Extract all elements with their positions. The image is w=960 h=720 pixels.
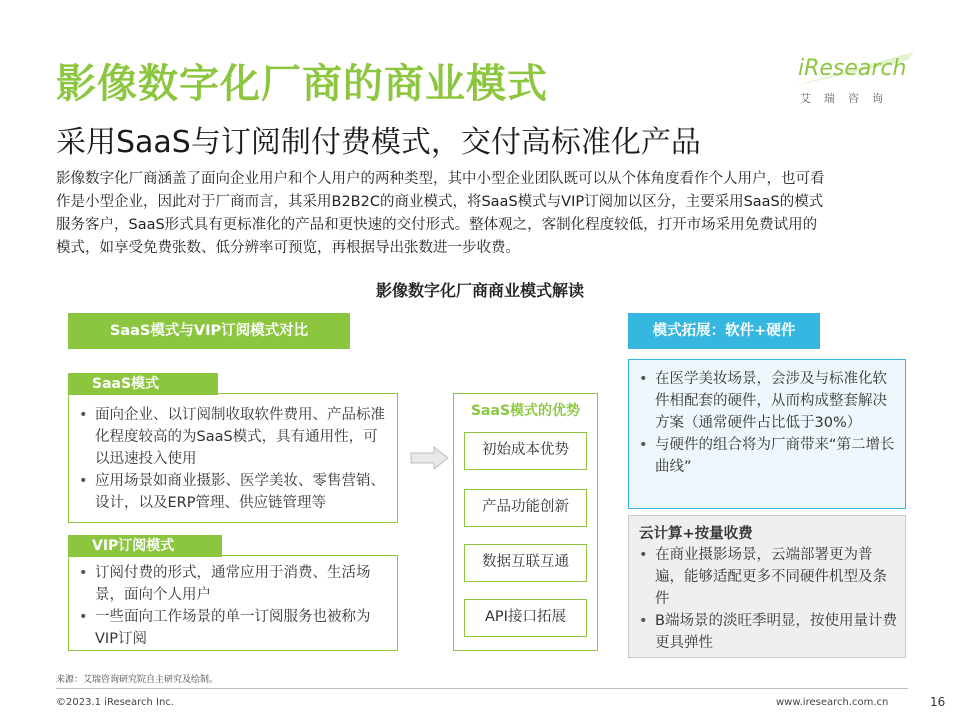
page-title: 影像数字化厂商的商业模式 xyxy=(56,61,548,107)
iresearch-logo xyxy=(790,50,920,110)
saas-mode-tab: SaaS模式 xyxy=(68,373,218,395)
comparison-header: SaaS模式与VIP订阅模式对比 xyxy=(68,313,350,349)
right-arrow-icon xyxy=(410,446,450,470)
intro-line: 影像数字化厂商涵盖了面向企业用户和个人用户的两种类型，其中小型企业团队既可以从个体角度看作个人用户，也可看 xyxy=(56,171,825,187)
intro-line: 服务客户，SaaS形式具有更标准化的产品和更快速的交付形式。整体观之，客制化程度较低，打开市场采用免费试用的 xyxy=(56,217,818,233)
page-number: 16 xyxy=(930,695,946,709)
advantage-item: 初始成本优势 xyxy=(464,432,587,470)
saas-bullet: • 应用场景如商业摄影、医学美妆、零售营销、设计，以及ERP管理、供应链管理等 xyxy=(77,470,389,514)
extension-header: 模式拓展：软件+硬件 xyxy=(628,313,820,349)
software-hardware-box xyxy=(628,359,906,509)
vip-mode-tab: VIP订阅模式 xyxy=(68,535,222,557)
intro-line: 模式，如享受免费张数、低分辨率可预览，再根据导出张数进一步收费。 xyxy=(56,240,520,256)
copyright: ©2023.1 iResearch Inc. xyxy=(56,697,174,708)
saas-advantages-title: SaaS模式的优势 xyxy=(470,403,581,419)
advantage-item: 产品功能创新 xyxy=(464,489,587,527)
saas-advantages-box xyxy=(453,393,598,651)
saas-mode-box xyxy=(68,393,398,523)
vip-bullet: • 一些面向工作场景的单一订阅服务也被称为VIP订阅 xyxy=(77,606,389,650)
website-url: www.iresearch.com.cn xyxy=(776,697,889,708)
source-note: 来源：艾瑞咨询研究院自主研究及绘制。 xyxy=(56,675,219,685)
logo-subtext: 艾瑞咨询 xyxy=(800,92,896,105)
footer-divider xyxy=(56,688,908,689)
diagram-title: 影像数字化厂商商业模式解读 xyxy=(375,281,584,300)
saas-bullet: • 面向企业、以订阅制收取软件费用、产品标准化程度较高的为SaaS模式，具有通用性，可以迅速投入使用 xyxy=(77,404,389,470)
cloud-billing-title: 云计算+按量收费 xyxy=(639,526,753,542)
hardware-bullet: • 与硬件的组合将为厂商带来“第二增长曲线” xyxy=(637,434,897,478)
page-subtitle: 采用SaaS与订阅制付费模式，交付高标准化产品 xyxy=(56,125,701,160)
advantage-item: 数据互联互通 xyxy=(464,544,587,582)
cloud-bullet: • 在商业摄影场景，云端部署更为普遍，能够适配更多不同硬件机型及条件 xyxy=(637,544,897,610)
cloud-bullet: • B端场景的淡旺季明显，按使用量计费更具弹性 xyxy=(637,610,897,654)
advantage-item: API接口拓展 xyxy=(464,599,587,637)
logo-text: iResearch xyxy=(798,56,907,81)
hardware-bullet: • 在医学美妆场景，会涉及与标准化软件相配套的硬件，从而构成整套解决方案（通常硬件占比低于30%） xyxy=(637,368,897,434)
vip-mode-box xyxy=(68,555,398,651)
vip-bullet: • 订阅付费的形式，通常应用于消费、生活场景，面向个人用户 xyxy=(77,562,389,606)
intro-line: 作是小型企业，因此对于厂商而言，其采用B2B2C的商业模式，将SaaS模式与VIP订阅加以区分，主要采用SaaS的模式 xyxy=(56,194,824,210)
cloud-billing-box xyxy=(628,515,906,658)
intro-paragraph xyxy=(56,168,912,260)
